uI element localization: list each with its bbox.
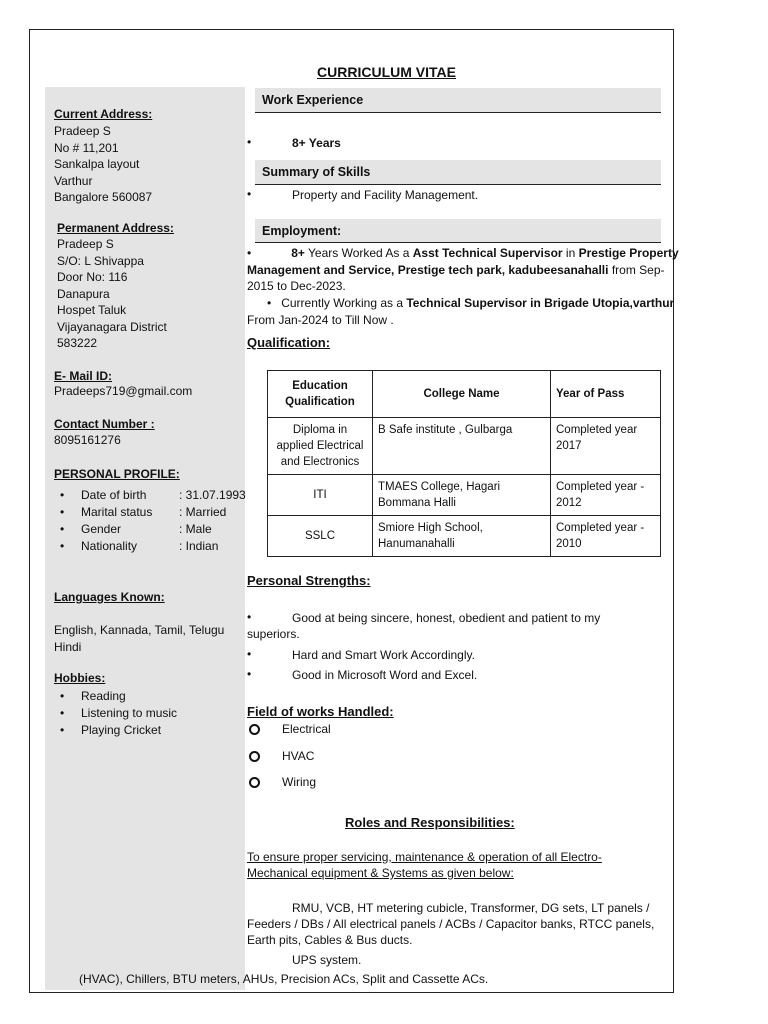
work-experience-value: 8+ Years (292, 136, 341, 150)
profile-key: Gender (81, 522, 122, 536)
employment-entry-1 (247, 245, 679, 295)
address-line: Door No: 116 (57, 270, 128, 284)
strength-item-continued: superiors. (247, 627, 300, 641)
address-line: Pradeep S (54, 124, 111, 138)
employment-entry-2 (247, 295, 675, 328)
table-row (268, 516, 661, 557)
languages-label: Languages Known: (54, 590, 165, 604)
roles-line: Earth pits, Cables & Bus ducts. (247, 933, 413, 947)
list-item: • Playing Cricket (54, 722, 177, 739)
table-cell: B Safe institute , Gulbarga (373, 418, 551, 475)
list-item (54, 487, 246, 504)
work-experience-heading: Work Experience (262, 93, 364, 107)
profile-key: Date of birth (81, 488, 147, 502)
employment-line: From Jan-2024 to Till Now . (247, 312, 394, 327)
table-cell: TMAES College, Hagari Bommana Halli (373, 475, 551, 516)
field-item: Wiring (282, 775, 317, 789)
table-cell: Completed year - 2012 (551, 475, 661, 516)
profile-value: : 31.07.1993 (179, 488, 246, 502)
circle-bullet-icon (249, 777, 260, 788)
roles-heading: Roles and Responsibilities: (345, 815, 515, 830)
employment-line (247, 245, 679, 262)
roles-intro-line: Mechanical equipment & Systems as given below: (247, 866, 514, 880)
address-line: S/O: L Shivappa (57, 253, 144, 268)
address-line: Pradeep S (57, 237, 114, 251)
profile-key: Nationality (81, 539, 138, 553)
field-item: Electrical (282, 722, 331, 736)
list-item (54, 521, 246, 538)
profile-value: : Indian (179, 539, 219, 553)
strength-item: Hard and Smart Work Accordingly. (292, 648, 475, 662)
address-line: Sankalpa layout (54, 157, 140, 171)
circle-bullet-icon (249, 751, 260, 762)
profile-key: Marital status (81, 505, 153, 519)
table-row (268, 475, 661, 516)
address-line: Varthur (54, 173, 93, 188)
hobbies-label: Hobbies: (54, 671, 106, 685)
employment-text: from Sep- (608, 262, 665, 277)
skills-value: Property and Facility Management. (292, 188, 479, 202)
column-header: College Name (373, 371, 551, 418)
address-line: 583222 (57, 336, 98, 350)
field-item: HVAC (282, 749, 315, 763)
current-address-label: Current Address: (54, 107, 153, 121)
address-line: Vijayanagara District (57, 319, 167, 334)
list-item (54, 504, 246, 521)
circle-bullet-icon (249, 724, 260, 735)
strengths-heading: Personal Strengths: (247, 573, 371, 588)
address-line: Danapura (57, 286, 110, 301)
table-cell: Completed year - 2010 (551, 516, 661, 557)
languages-value (54, 622, 224, 655)
table-cell: Completed year 2017 (551, 418, 661, 475)
column-header: Year of Pass (551, 371, 661, 418)
email-value: Pradeeps719@gmail.com (54, 384, 193, 398)
bullet-icon: • (247, 246, 252, 260)
skills-heading: Summary of Skills (262, 165, 371, 179)
personal-profile-label: PERSONAL PROFILE: (54, 467, 180, 481)
page-title: CURRICULUM VITAE (317, 64, 456, 80)
contact-label: Contact Number : (54, 417, 155, 431)
list-item: • Listening to music (54, 705, 177, 722)
address-line: No # 11,201 (54, 140, 119, 155)
table-cell: ITI (268, 475, 373, 516)
qualification-heading: Qualification: (247, 335, 331, 350)
address-line: Hospet Taluk (57, 303, 127, 317)
employment-line (247, 262, 667, 279)
address-line: Bangalore 560087 (54, 190, 153, 204)
list-item: • Reading (54, 688, 177, 705)
strength-item: Good in Microsoft Word and Excel. (292, 668, 478, 682)
email-label: E- Mail ID: (54, 369, 113, 383)
employment-company: Prestige Property (578, 246, 679, 260)
bullet-icon: • (247, 647, 252, 661)
roles-intro-line: To ensure proper servicing, maintenance & operation of all Electro- (247, 850, 602, 864)
hobbies-list (54, 688, 177, 739)
employment-heading: Employment: (262, 224, 342, 238)
profile-value: : Male (179, 522, 212, 536)
employment-line: 2015 to Dec-2023. (247, 279, 346, 293)
personal-profile-list (54, 487, 246, 555)
contact-value: 8095161276 (54, 433, 121, 447)
skills-heading-bar (255, 160, 661, 185)
ups-line: UPS system. (292, 953, 362, 967)
language-line: Hindi (54, 639, 82, 654)
employment-years: 8+ (291, 246, 305, 260)
table-row (268, 418, 661, 475)
field-of-works-heading: Field of works Handled: (247, 704, 394, 719)
roles-line: Feeders / DBs / All electrical panels / ACBs / Capacitor banks, RTCC panels, (247, 917, 655, 931)
employment-text: in (562, 246, 579, 260)
work-experience-heading-bar (255, 88, 661, 113)
employment-text: Currently Working as a (281, 296, 407, 310)
roles-line: RMU, VCB, HT metering cubicle, Transformer, DG sets, LT panels / (292, 901, 650, 915)
employment-company: Management and Service, Prestige tech park, kadubeesanahalli (247, 262, 609, 277)
bullet-icon: • (247, 187, 252, 201)
hvac-line: (HVAC), Chillers, BTU meters, AHUs, Precision ACs, Split and Cassette ACs. (79, 972, 489, 986)
employment-text: Years Worked As a (304, 246, 413, 260)
profile-value: : Married (179, 505, 227, 519)
current-address (54, 123, 152, 206)
strength-item: Good at being sincere, honest, obedient and patient to my (292, 611, 601, 625)
table-header-row (268, 371, 661, 418)
employment-role: Asst Technical Supervisor (412, 246, 563, 260)
employment-role: Technical Supervisor in Brigade Utopia,varthur (406, 296, 675, 310)
bullet-icon: • (267, 296, 272, 310)
permanent-address-label: Permanent Address: (57, 221, 174, 235)
table-cell: Smiore High School, Hanumanahalli (373, 516, 551, 557)
permanent-address (57, 236, 167, 352)
column-header: Education Qualification (268, 371, 373, 418)
bullet-icon: • (247, 667, 252, 681)
table-cell: Diploma in applied Electrical and Electronics (268, 418, 373, 475)
bullet-icon: • (247, 610, 252, 624)
language-line: English, Kannada, Tamil, Telugu (54, 623, 225, 637)
table-cell: SSLC (268, 516, 373, 557)
list-item (54, 538, 246, 555)
qualification-table (267, 370, 661, 557)
bullet-icon: • (247, 135, 252, 149)
employment-heading-bar (255, 219, 661, 243)
employment-line (247, 295, 675, 312)
